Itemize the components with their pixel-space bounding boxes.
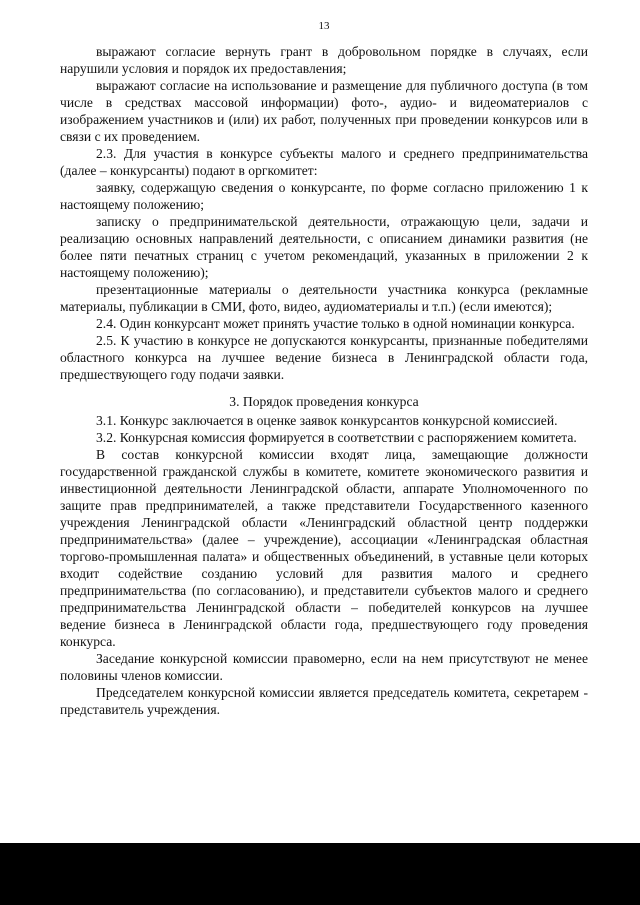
paragraph-commission-composition: В состав конкурсной комиссии входят лица, замещающие должности государственной гражданской службы в комитете, комитете экономического развития и инвестиционной деятельности Ленинградской области, аппарате Уполномоченного по защите прав предпринимателей, а также представители Государственного казенного учреждения Ленинградской области «Ленинградский областной центр поддержки предпринимательства» (далее – учреждение), ассоциации «Ленинградская областная торгово-промышленная палата» и общественных объединений, в уставные цели которых входит содействие созданию условий для развития малого и среднего предпринимательства (по согласованию), и представители субъектов малого и среднего предпринимательства Ленинградской области – победителей конкурсов на лучшее ведение бизнеса в Ленинградской области года, предшествующего году проведения конкурса. — [60, 447, 588, 649]
paragraph-application: заявку, содержащую сведения о конкурсанте, по форме согласно приложению 1 к настоящему положению; — [60, 180, 588, 212]
paragraph-3-2: 3.2. Конкурсная комиссия формируется в соответствии с распоряжением комитета. — [96, 430, 577, 445]
document-page — [60, 18, 588, 718]
paragraph-2-3: 2.3. Для участия в конкурсе субъекты малого и среднего предпринимательства (далее – конкурсанты) подают в оргкомитет: — [60, 146, 588, 178]
paragraph-presentation: презентационные материалы о деятельности участника конкурса (рекламные материалы, публикации в СМИ, фото, видео, аудиоматериалы и т.п.) (если имеются); — [60, 282, 588, 314]
paragraph-quorum: Заседание конкурсной комиссии правомерно, если на нем присутствуют не менее половины членов комиссии. — [60, 651, 588, 683]
paragraph-grant-return: выражают согласие вернуть грант в добровольном порядке в случаях, если нарушили условия и порядок их предоставления; — [60, 44, 588, 76]
page-number: 13 — [318, 20, 330, 32]
section-heading: 3. Порядок проведения конкурса — [229, 394, 419, 409]
paragraph-3-1: 3.1. Конкурс заключается в оценке заявок конкурсантов конкурсной комиссией. — [96, 413, 558, 428]
paragraph-business-note: записку о предпринимательской деятельности, отражающую цели, задачи и реализацию основных направлений деятельности, с описанием динамики развития (не более пяти печатных страниц с учетом рекомендаций, указанных в приложении 2 к настоящему положению); — [60, 214, 588, 280]
scan-bottom-edge — [0, 843, 640, 905]
paragraph-2-4: 2.4. Один конкурсант может принять участие только в одной номинации конкурса. — [96, 316, 575, 331]
paragraph-chair: Председателем конкурсной комиссии является председатель комитета, секретарем - представитель учреждения. — [60, 685, 588, 717]
paragraph-2-5: 2.5. К участию в конкурсе не допускаются конкурсанты, признанные победителями областного конкурса на лучшее ведение бизнеса в Ленинградской области года, предшествующего году подачи заявки. — [60, 333, 588, 382]
paragraph-media-consent: выражают согласие на использование и размещение для публичного доступа (в том числе в средствах массовой информации) фото-, аудио- и видеоматериалов с изображением участников и (или) их работ, полученных при проведении конкурсов или в связи с их проведением. — [60, 78, 588, 144]
